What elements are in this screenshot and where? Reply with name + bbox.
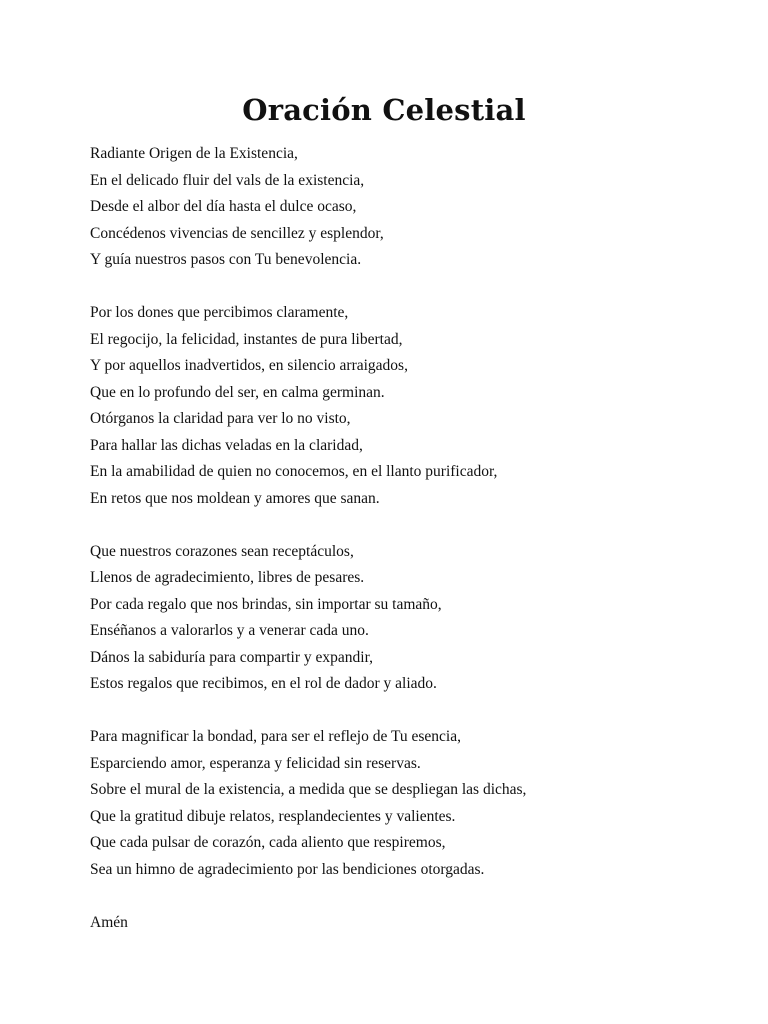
stanza-4 — [90, 724, 730, 883]
poem-body — [90, 141, 730, 936]
poem-line: Para magnificar la bondad, para ser el reflejo de Tu esencia, — [90, 728, 461, 745]
poem-line: Y por aquellos inadvertidos, en silencio arraigados, — [90, 357, 408, 374]
stanza-2 — [90, 300, 730, 512]
poem-line: Por los dones que percibimos claramente, — [90, 304, 349, 321]
poem-line: Que la gratitud dibuje relatos, resplandecientes y valientes. — [90, 807, 456, 825]
poem-line: Que cada pulsar de corazón, cada aliento que respiremos, — [90, 834, 446, 851]
poem-line: Dános la sabiduría para compartir y expandir, — [90, 648, 374, 666]
poem-line: En la amabilidad de quien no conocemos, en el llanto purificador, — [90, 463, 498, 480]
poem-line: En retos que nos moldean y amores que sanan. — [90, 489, 380, 507]
poem-line: El regocijo, la felicidad, instantes de pura libertad, — [90, 330, 403, 348]
poem-line: Radiante Origen de la Existencia, — [90, 145, 298, 162]
poem-line: Desde el albor del día hasta el dulce ocaso, — [90, 198, 357, 215]
poem-line: Que en lo profundo del ser, en calma germinan. — [90, 383, 385, 401]
stanza-1 — [90, 141, 730, 274]
poem-line: Concédenos vivencias de sencillez y esplendor, — [90, 224, 384, 242]
poem-line: Enséñanos a valorarlos y a venerar cada uno. — [90, 622, 369, 639]
poem-line: Que nuestros corazones sean receptáculos, — [90, 542, 354, 560]
poem-line: En el delicado fluir del vals de la existencia, — [90, 171, 365, 189]
stanza-3 — [90, 539, 730, 698]
poem-line: Para hallar las dichas veladas en la claridad, — [90, 436, 363, 454]
poem-line: Estos regalos que recibimos, en el rol de dador y aliado. — [90, 675, 437, 692]
poem-line: Por cada regalo que nos brindas, sin importar su tamaño, — [90, 595, 442, 613]
poem-line: Llenos de agradecimiento, libres de pesares. — [90, 569, 365, 586]
poem-line: Esparciendo amor, esperanza y felicidad sin reservas. — [90, 754, 421, 772]
poem-line: Sobre el mural de la existencia, a medida que se despliegan las dichas, — [90, 781, 527, 798]
closing-amen: Amén — [90, 913, 128, 931]
poem-line: Y guía nuestros pasos con Tu benevolencia. — [90, 251, 362, 268]
poem-line: Otórganos la claridad para ver lo no visto, — [90, 410, 351, 427]
poem-line: Sea un himno de agradecimiento por las bendiciones otorgadas. — [90, 860, 485, 878]
page-title: Oración Celestial — [242, 93, 526, 127]
